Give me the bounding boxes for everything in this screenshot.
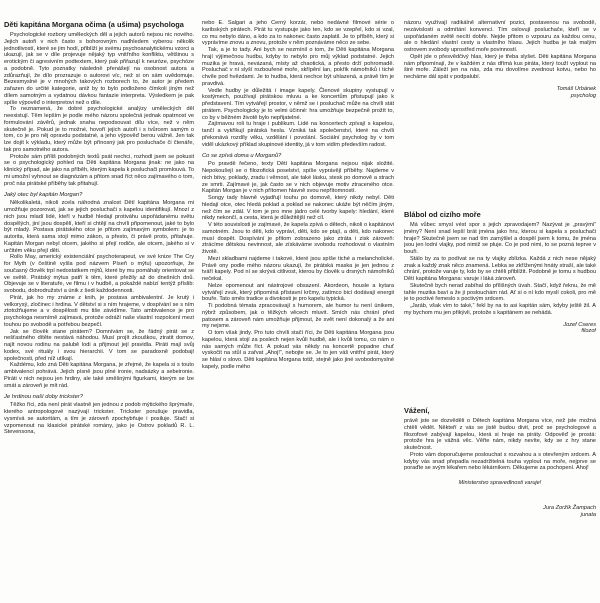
paragraph: Ti podobná témata zpracovávají s humorem, ale humor tu není únikem, nýbrž způsobem, jak o těžkých věcech mluvit. Smích nás chrání před patosem a zároveň nám umožňuje přijmout, že svět není dokonalý a že ani my nejsme. xyxy=(202,303,394,330)
paragraph: Těžko říci, zda není pirát vlastně jen jednou z podob mýtického šprýmaře, kterého antropologové nazývají trickster. Trickster porušuje pravidla, vysmívá se autoritám, a tím je zároveň zpochybňuje i posiluje. Stačí si vzpomenout na klasické pirátské romány, jako je Ostrov pokladů R. L. Stevensona, xyxy=(4,402,194,436)
paragraph: Proto vám doporučujeme poslouchat s rozvahou a s otevřeným srdcem. A kdyby vás snad přepadla nezadržitelná touha vyplout na moře, nejprve se poraďte se svým lékařem nebo lékárníkem. Děkujeme za pochopení. Ahoj! xyxy=(404,451,596,472)
paragraph: Po pravdě řečeno, texty Dětí kapitána Morgana nejsou nijak složité. Nepokoušejí se o filozofická poselství, spíše vyprávějí příběhy. Najdeme v nich bitvy, poklady, zradu i věrnost, ale také lásku, stesk po domově a strach ze smrti. Zajímavé je, jak často se v nich objevuje motiv ztraceného otce. Kapitán Morgan je v nich přítomen hlavně svou nepřítomností. xyxy=(202,161,394,195)
paragraph: Tak, a je to tady. Ani bych se nezmínil o tom, že Děti kapitána Morgana hrají výjimečnou hudbu, kdyby to nebylo pro můj výklad podstatné. Jejich muzika je hravá, nevázaná, místy až chaotická, a přesto drží pohromadě. Posluchač v ní slyší rozbouřené moře, skřípění lan, pokřik námořníků i tiché chvíle pod hvězdami. Je to hudba, která nechce být uhlazená, a právě tím je pravdivá. xyxy=(202,47,394,87)
paragraph: Má vůbec smysl vést spor s jejich zpravodajem? Nazývat je „pravými“ jmény? Není snad lepší brát jména jako hru, kterou si kapela s posluchači hraje? Skutečně jsem se nad tím zamýšlel a dospěl jsem k tomu, že jména jsou jen lodní vlajky, pod nimiž se pluje. Co je pod nimi, to se pozná teprve v bouři. xyxy=(404,222,596,255)
paragraph: Skutečně bych nerad zabíhal do přílišných úvah. Stačí, když řeknu, že mě tahle muzika baví a že ji poslouchám rád. Ať si o ní kdo myslí cokoli, pro mě je to poctivé řemeslo s poctivým srdcem. xyxy=(404,282,596,303)
paragraph: Několikaletá, nikoli zcela náhodná znalost Dětí kapitána Morgana mi umožňuje pozorovat, jak se jejich posluchači s kapelou identifikují. Mnozí z nich jsou mladí lidé, kteří v hudbě hledají protiváhu uspořádanému světu dospělých, jiní jsou dospělí, kteří si chtějí na chvíli připomenout, jaké to bylo být mladý. Postava pirátského otce je přitom zajímavým symbolem: je to autorita, která sama stojí mimo zákon, a přesto, či právě proto, přitahuje. Kapitán Morgan nebyl otcem, jakého si přejí rodiče, ale otcem, jakého si v určitém věku přejí děti. xyxy=(4,200,194,254)
article-letter xyxy=(404,406,596,518)
paragraph: Zajímavou roli tu hraje i publikum. Lidé na koncertech zpívají s kapelou, tančí a vykřikují pirátská hesla. Vzniká tak společenství, které na chvíli překonává rozdíly věku, vzdělání i povolání. Sociální psycholog by v tom viděl ukázkový příklad skupinové identity, já v tom vidím především radost. xyxy=(202,121,394,148)
paragraph: právě jste se dozvěděli o Dětech kapitána Morgana více, než jste možná chtěli vědět. Někteří z vás se jistě budou divit, proč se psychologové a filozofové zabývají kapelou, která si hraje na piráty. Odpověď je prostá: protože hra je vážná věc. Věřte nám, nikdy nevíte, kdy se z hry stane skutečnost. xyxy=(404,418,596,451)
paragraph: Opět jde o přesvědčivý hlas, který je třeba slyšet. Děti kapitána Morgana nám připomínají, že v každém z nás dřímá kus piráta, který touží vyplout na širé moře. Záleží jen na nás, zda mu dovolíme zvednout kotvu, nebo ho necháme dál spát v podpalubí. xyxy=(404,53,596,80)
column-3 xyxy=(404,20,596,598)
subheading: Co se zpívá doma u Morganů? xyxy=(202,153,282,160)
paragraph: Nelze opomenout ani nástrojové obsazení. Akordeon, housle a kytara vytvářejí zvuk, který připomíná přístavní krčmy, zatímco bicí dodávají energii bouře. Tato směs tradice a divokosti je pro kapelu typická. xyxy=(202,282,394,303)
article-title: Blábol od cizího moře xyxy=(404,210,481,219)
article-psychology-ending xyxy=(404,20,596,99)
signature xyxy=(404,322,596,336)
paragraph: To neznamená, že dobré psychologické analýzy uměleckých děl neexistují. Těm lepším je podle mého názoru společná jednak opatrnost ve formulování závěrů, jednak snaha nepodsouvat dílu více, než v něm skutečně je. Pokud je to možné, hovoří jejich autoři i s tvůrcem samým o tom, co je pro něj opravdu podstatné, a jeho výpověď berou vážně. Jen tak lze dojít k výkladu, který může být přínosný jak pro posluchače či čtenáře, tak pro samotného autora. xyxy=(4,106,194,153)
author-name: Tomáš Urbánek xyxy=(556,85,596,92)
paragraph: Pirát, jak ho my známe z knih, je postava ambivalentní. Je krutý i velkorysý, zločinec i hrdina. V dětství si s ním hrajeme, v dospívání se s ním ztotožňujeme a v dospělosti mu tiše závidíme. Tato ambivalence je pro psychologa nesmírně zajímavá, protože odráží naše vlastní rozpolcení mezi touhou po svobodě a potřebou bezpečí. xyxy=(4,294,194,328)
author-name: Jozef Cseres xyxy=(563,321,596,328)
paragraph-continued: nebo E. Salgari a jeho Černý korzár, nebo nedávné filmové série o karibských pirátech. Pirát tu vystupuje jako ten, kdo se vzepřel, kdo si vzal, co mu nebylo dáno, a kdo za to nakonec často zaplatil. Je to příběh, který si vyprávíme znovu a znovu, protože v něm poznáváme něco ze sebe. xyxy=(202,20,394,47)
paragraph: O tom však jindy. Pro tuto chvíli stačí říci, že Děti kapitána Morgana jsou kapelou, která stojí za poslech nejen kvůli hudbě, ale i kvůli tomu, co nám o nás samých může říct. A pokud vás někdy na koncertě popadne chuť vyskočit na stůl a zařvat „Ahoj!“, nebojte se. Je to jen váš vnitřní pirát, který se hlásí o slovo. Děti kapitána Morgana totiž, stejně jako jiné svobodomyslné kapely, podle mého xyxy=(202,330,394,370)
author-role: psycholog xyxy=(570,92,596,99)
paragraph: „Jaráb, však vím to také,“ řekl by na to asi kapitán sám, kdyby ještě žil. A my bychom mu jen přikývli, protože s kapitánem se nehádá. xyxy=(404,303,596,316)
signature xyxy=(404,86,596,100)
paragraph: Songy tady hlavně vyjadřují touhu po domově, který nikdy nebyl. Děti hledají otce, otec hledá poklad a poklad se nakonec ukáže být něčím jiným, než čím se zdál. V tom je pro mne jádro celé tvorby kapely: hledání, které nikdy nekončí, a cesta, která je důležitější než cíl. xyxy=(202,195,394,222)
paragraph: Stálo by za to podívat se na ty vlajky zblízka. Každá z nich nese nějaký znak a každý znak něco znamená. Lebka se zkříženými hnáty straší, ale také chrání, protože varuje ty, kdo by se chtěli přiblížit. Podobně je tomu s hudbou Dětí kapitána Morgana: varuje i láká zároveň. xyxy=(404,255,596,282)
paragraph: Psychologické rozbory uměleckých děl a jejich autorů nejsou nic nového. Jejich autoři v nich často s bohorovným nadhledem vyberou několik jednotlivostí, které se jim hodí, přiblíží je svému psychoanalytickému vzorci a ukazují, jak se v díle projevuje nějaký typ vnitřního konfliktu, většinou s erotickým či agresivním podtextem, který pak přiřazují k neuróze, psychóze a podobně. Tyto poznatky následně přenášejí na osobnost autora a zdůrazňují, že dílo prozrazuje o autorovi víc, než si on sám uvědomuje. Bezesmyslné je v mnohých takových rozborech to, že autor je předem zařazen do určité kategorie, aniž by to bylo podloženo čímkoli jiným než dílem samotným a vydatnou dávkou fantazie interpreta. Výsledkem je pak spíše výpověď o interpretovi než o díle. xyxy=(4,32,194,106)
warning-notice: Ministerstvo spravedlnosti varuje! xyxy=(458,480,542,486)
signature xyxy=(404,505,596,519)
letter-salutation: Vážení, xyxy=(404,406,430,415)
paragraph: Jak se člověk stane pirátem? Domnívám se, že řádný pirát se z nešťastného dítěte nestává náhodou. Musí projít zkouškou, ztratit domov, najít novou rodinu na palubě lodi a přijmout její pravidla. Piráti mají svůj kodex, své rituály i svou hierarchii. V tom se paradoxně podobají společnosti, před níž utíkají. xyxy=(4,328,194,362)
article-blabol xyxy=(404,210,596,335)
paragraph: V této souvislosti je zajímavé, že kapela zpívá o dětech, nikoli o kapitánovi samotném. Jsou to děti, kdo vypráví, děti, kdo se ptají, a děti, kdo nakonec musí dospět. Dospívání je přitom zobrazeno jako ztráta i zisk zároveň: ztrácíme dětskou nevinnost, ale získáváme svobodu rozhodovat o vlastním životě. xyxy=(202,222,394,255)
paragraph: Protože sám příliš podobných textů psát nechci, rozhodl jsem se pokusit se o psychologický pohled na Děti kapitána Morgana jinak: ne jako na klinický případ, ale jako na příběh, kterým kapela k posluchači promlouvá. To mi umožní vyhnout se diagnózám a přitom snad říct něco zajímavého o tom, proč nás pirátské příběhy tak přitahují. xyxy=(4,153,194,187)
paragraph: Vedle hudby je důležitá i image kapely. Členové skupiny vystupují v kostýmech, používají pirátskou mluvu a ke koncertům přistupují jako k představení. Tím vytvářejí prostor, v němž se i posluchač může na chvíli stát pirátem. Psychologicky je to velmi účinné: hra umožňuje bezpečně prožít to, co by v běžném životě bylo nepřijatelné. xyxy=(202,87,394,121)
article-title: Děti kapitána Morgana očima (a ušima) psychologa xyxy=(4,20,184,29)
column-2 xyxy=(202,20,394,598)
paragraph: Každému, kdo zná Děti kapitána Morgana, je zřejmé, že kapela si s touto ambivalencí pohrává. Jejich písně jsou plné ironie, nadsázky a sebeironie. Piráti v nich nejsou jen hrdiny, ale také směšnými figurkami, kterým se lze smát a zároveň je mít rád. xyxy=(4,362,194,389)
paragraph: Mezi skladbami najdeme i takové, které jsou spíše tiché a melancholické. Právě ony podle mého názoru ukazují, že pirátská maska je jen jednou z tváří kapely. Pod ní se skrývá citlivost, kterou by člověk u drsných námořníků nečekal. xyxy=(202,255,394,282)
paragraph: Rollo May, americký existenciální psychoterapeut, ve své knize The Cry for Myth (v češtině vyšla pod názvem Píseň o mýtu) upozorňuje, že současný člověk trpí nedostatkem mýtů, které by mu pomáhaly orientovat se ve světě. Pirátský mýtus patří k těm, které přežily až do dnešních dnů. Objevuje se v literatuře, ve filmu i v hudbě, a pokaždé nabízí tentýž příslib: svobodu, dobrodružství a únik z šedi každodennosti. xyxy=(4,254,194,294)
author-role: junata xyxy=(580,511,596,518)
subheading: Je hrdinou naší doby trickster? xyxy=(4,394,83,401)
author-role: filozof xyxy=(581,328,596,335)
subheading: Jaký otec byl kapitán Morgan? xyxy=(4,192,83,199)
paragraph-continued: názoru využívají radikálně alternativní pozici, postavenou na svobodě, nezávislosti a odmítání konvencí. Tím oslovují posluchače, kteří se v uspořádaném světě necítí dobře. Nejde přitom o vzpouru za každou cenu, ale o hledání vlastní cesty a vlastního hlasu. Jejich hudba je tak malým ostrovem svobody uprostřed moře povinností. xyxy=(404,20,596,53)
author-name: Jura Zoržík Žampach xyxy=(543,504,596,511)
column-1 xyxy=(4,20,194,598)
